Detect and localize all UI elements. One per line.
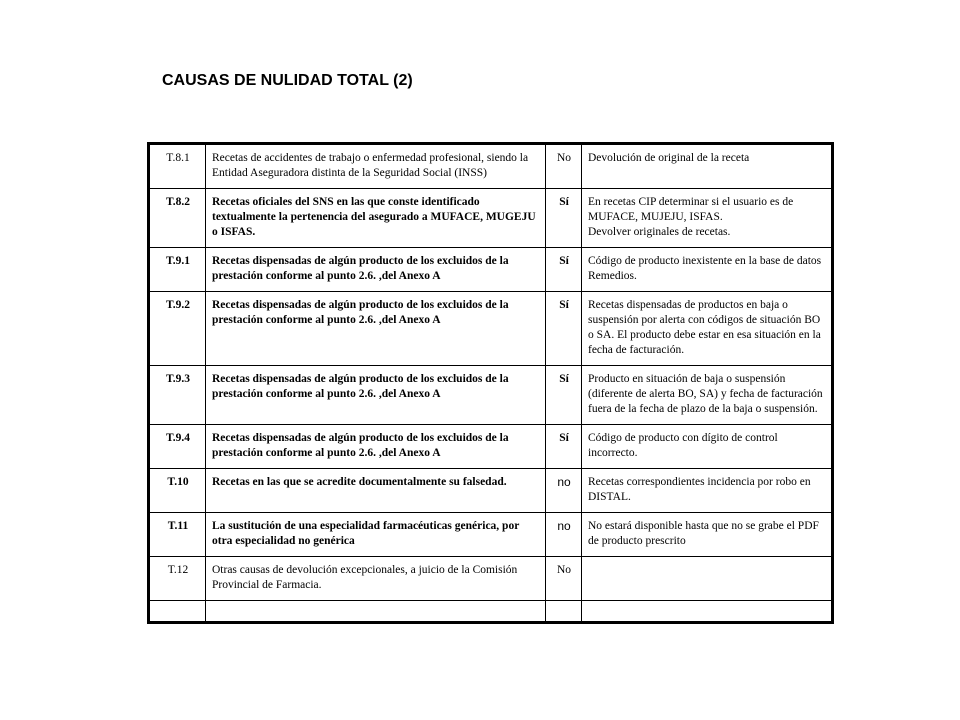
row-code: T.12 [149, 557, 206, 601]
row-devolucion: Sí [546, 292, 582, 366]
row-code: T.11 [149, 513, 206, 557]
row-observacion: Recetas correspondientes incidencia por robo en DISTAL. [582, 469, 833, 513]
table-row [149, 366, 833, 425]
table-row-empty [149, 601, 833, 623]
row-description: La sustitución de una especialidad farmacéuticas genérica, por otra especialidad no genérica [206, 513, 546, 557]
page-title: CAUSAS DE NULIDAD TOTAL (2) [162, 72, 413, 89]
table-row [149, 425, 833, 469]
row-observacion: Producto en situación de baja o suspensión (diferente de alerta BO, SA) y fecha de facturación fuera de la fecha de plazo de la baja o suspensión. [582, 366, 833, 425]
row-code: T.10 [149, 469, 206, 513]
row-description: Recetas dispensadas de algún producto de los excluidos de la prestación conforme al punto 2.6. ,del Anexo A [206, 292, 546, 366]
row-observacion: No estará disponible hasta que no se grabe el PDF de producto prescrito [582, 513, 833, 557]
row-observacion: Recetas dispensadas de productos en baja o suspensión por alerta con códigos de situación BO o SA. El producto debe estar en esa situación en la fecha de facturación. [582, 292, 833, 366]
table-row [149, 557, 833, 601]
row-devolucion: no [546, 513, 582, 557]
table-row [149, 144, 833, 189]
row-description: Otras causas de devolución excepcionales, a juicio de la Comisión Provincial de Farmacia. [206, 557, 546, 601]
row-observacion: Código de producto inexistente en la base de datos Remedios. [582, 248, 833, 292]
row-devolucion: Sí [546, 366, 582, 425]
row-observacion: Devolución de original de la receta [582, 144, 833, 189]
row-description: Recetas en las que se acredite documentalmente su falsedad. [206, 469, 546, 513]
row-observacion [582, 557, 833, 601]
row-code: T.9.4 [149, 425, 206, 469]
row-description: Recetas dispensadas de algún producto de los excluidos de la prestación conforme al punto 2.6. ,del Anexo A [206, 366, 546, 425]
row-devolucion: No [546, 557, 582, 601]
row-code: T.9.1 [149, 248, 206, 292]
empty-cell [582, 601, 833, 623]
empty-cell [206, 601, 546, 623]
row-code: T.9.2 [149, 292, 206, 366]
table-row [149, 189, 833, 248]
empty-cell [149, 601, 206, 623]
row-description: Recetas dispensadas de algún producto de los excluidos de la prestación conforme al punto 2.6. ,del Anexo A [206, 248, 546, 292]
row-description: Recetas dispensadas de algún producto de los excluidos de la prestación conforme al punto 2.6. ,del Anexo A [206, 425, 546, 469]
row-code: T.8.1 [149, 144, 206, 189]
empty-cell [546, 601, 582, 623]
table-row [149, 469, 833, 513]
table-row [149, 292, 833, 366]
table-row [149, 248, 833, 292]
row-devolucion: Sí [546, 248, 582, 292]
row-devolucion: Sí [546, 189, 582, 248]
causes-table [147, 142, 834, 624]
row-observacion: Código de producto con dígito de control incorrecto. [582, 425, 833, 469]
row-description: Recetas oficiales del SNS en las que conste identificado textualmente la pertenencia del asegurado a MUFACE, MUGEJU o ISFAS. [206, 189, 546, 248]
table-row [149, 513, 833, 557]
row-code: T.9.3 [149, 366, 206, 425]
row-devolucion: no [546, 469, 582, 513]
row-devolucion: Sí [546, 425, 582, 469]
row-devolucion: No [546, 144, 582, 189]
row-observacion: En recetas CIP determinar si el usuario es de MUFACE, MUJEJU, ISFAS. Devolver originales de recetas. [582, 189, 833, 248]
row-description: Recetas de accidentes de trabajo o enfermedad profesional, siendo la Entidad Aseguradora distinta de la Seguridad Social (INSS) [206, 144, 546, 189]
row-code: T.8.2 [149, 189, 206, 248]
